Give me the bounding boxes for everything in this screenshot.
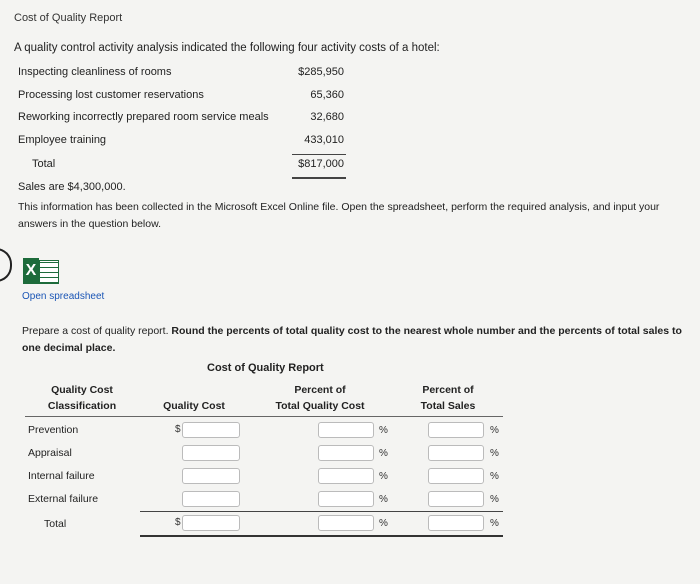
percent-sign: % xyxy=(379,471,388,482)
appraisal-cost-input[interactable] xyxy=(182,445,240,461)
external-failure-pct-sales-input[interactable] xyxy=(428,491,484,507)
internal-failure-pct-sales-input[interactable] xyxy=(428,468,484,484)
activity-label: Reworking incorrectly prepared room service meals xyxy=(18,111,269,123)
total-value: $817,000 xyxy=(298,158,344,170)
excel-icon[interactable] xyxy=(23,258,59,284)
percent-sign: % xyxy=(490,494,499,505)
row-label-total: Total xyxy=(44,518,67,530)
header-pct-sales-line2: Total Sales xyxy=(420,400,476,412)
header-rule xyxy=(25,416,503,417)
row-label-prevention: Prevention xyxy=(28,424,79,436)
info-text: This information has been collected in the Microsoft Excel Online file. Open the spreadsheet, perform the required analysis, and input your answers in the question below. xyxy=(18,201,660,230)
header-pct-sales xyxy=(412,382,484,414)
page-title: Cost of Quality Report xyxy=(14,12,123,24)
activity-value: 433,010 xyxy=(304,134,344,146)
activity-value: $285,950 xyxy=(298,66,344,78)
header-classification-line1: Quality Cost xyxy=(51,384,113,396)
total-rule-bottom xyxy=(292,177,346,179)
intro-text: A quality control activity analysis indicated the following four activity costs of a hotel: xyxy=(14,42,440,54)
total-label: Total xyxy=(32,158,56,170)
instruction-bold: Round the percents of total quality cost to the nearest whole number and the percents of total sales to one decimal place. xyxy=(22,325,682,354)
activity-label: Employee training xyxy=(18,134,107,146)
activity-label: Processing lost customer reservations xyxy=(18,89,204,101)
report-total-rule-top xyxy=(140,511,503,512)
percent-sign: % xyxy=(490,425,499,436)
excel-x-glyph: X xyxy=(23,258,39,284)
activity-value: 32,680 xyxy=(310,111,344,123)
percent-sign: % xyxy=(379,518,388,529)
row-label-internal-failure: Internal failure xyxy=(28,470,95,482)
internal-failure-pct-quality-input[interactable] xyxy=(318,468,374,484)
row-label-external-failure: External failure xyxy=(28,493,99,505)
percent-sign: % xyxy=(490,518,499,529)
header-pct-sales-line1: Percent of xyxy=(422,384,474,396)
total-pct-quality-input[interactable] xyxy=(318,515,374,531)
total-pct-sales-input[interactable] xyxy=(428,515,484,531)
report-title: Cost of Quality Report xyxy=(207,362,324,374)
dollar-sign: $ xyxy=(175,424,181,435)
open-spreadsheet-link[interactable]: Open spreadsheet xyxy=(22,291,105,302)
instruction-text xyxy=(22,323,692,357)
header-classification-line2: Classification xyxy=(47,400,117,412)
percent-sign: % xyxy=(379,494,388,505)
percent-sign: % xyxy=(490,448,499,459)
activity-value: 65,360 xyxy=(310,89,344,101)
prevention-cost-input[interactable] xyxy=(182,422,240,438)
report-total-rule-bottom xyxy=(140,535,503,537)
external-failure-cost-input[interactable] xyxy=(182,491,240,507)
row-label-appraisal: Appraisal xyxy=(28,447,72,459)
instruction-plain: Prepare a cost of quality report. xyxy=(22,325,169,337)
percent-sign: % xyxy=(379,425,388,436)
percent-sign: % xyxy=(379,448,388,459)
header-pct-quality xyxy=(268,382,372,414)
header-pct-quality-line2: Total Quality Cost xyxy=(275,400,365,412)
excel-grid-glyph xyxy=(39,260,59,284)
total-cost-input[interactable] xyxy=(182,515,240,531)
header-classification xyxy=(40,382,124,414)
prevention-pct-sales-input[interactable] xyxy=(428,422,484,438)
internal-failure-cost-input[interactable] xyxy=(182,468,240,484)
dollar-sign: $ xyxy=(175,517,181,528)
appraisal-pct-sales-input[interactable] xyxy=(428,445,484,461)
expand-bracket xyxy=(0,248,12,282)
header-quality-cost: Quality Cost xyxy=(163,400,225,412)
appraisal-pct-quality-input[interactable] xyxy=(318,445,374,461)
sales-text: Sales are $4,300,000. xyxy=(18,181,126,193)
external-failure-pct-quality-input[interactable] xyxy=(318,491,374,507)
percent-sign: % xyxy=(490,471,499,482)
header-pct-quality-line1: Percent of xyxy=(294,384,346,396)
prevention-pct-quality-input[interactable] xyxy=(318,422,374,438)
total-rule-top xyxy=(292,154,346,155)
activity-label: Inspecting cleanliness of rooms xyxy=(18,66,172,78)
